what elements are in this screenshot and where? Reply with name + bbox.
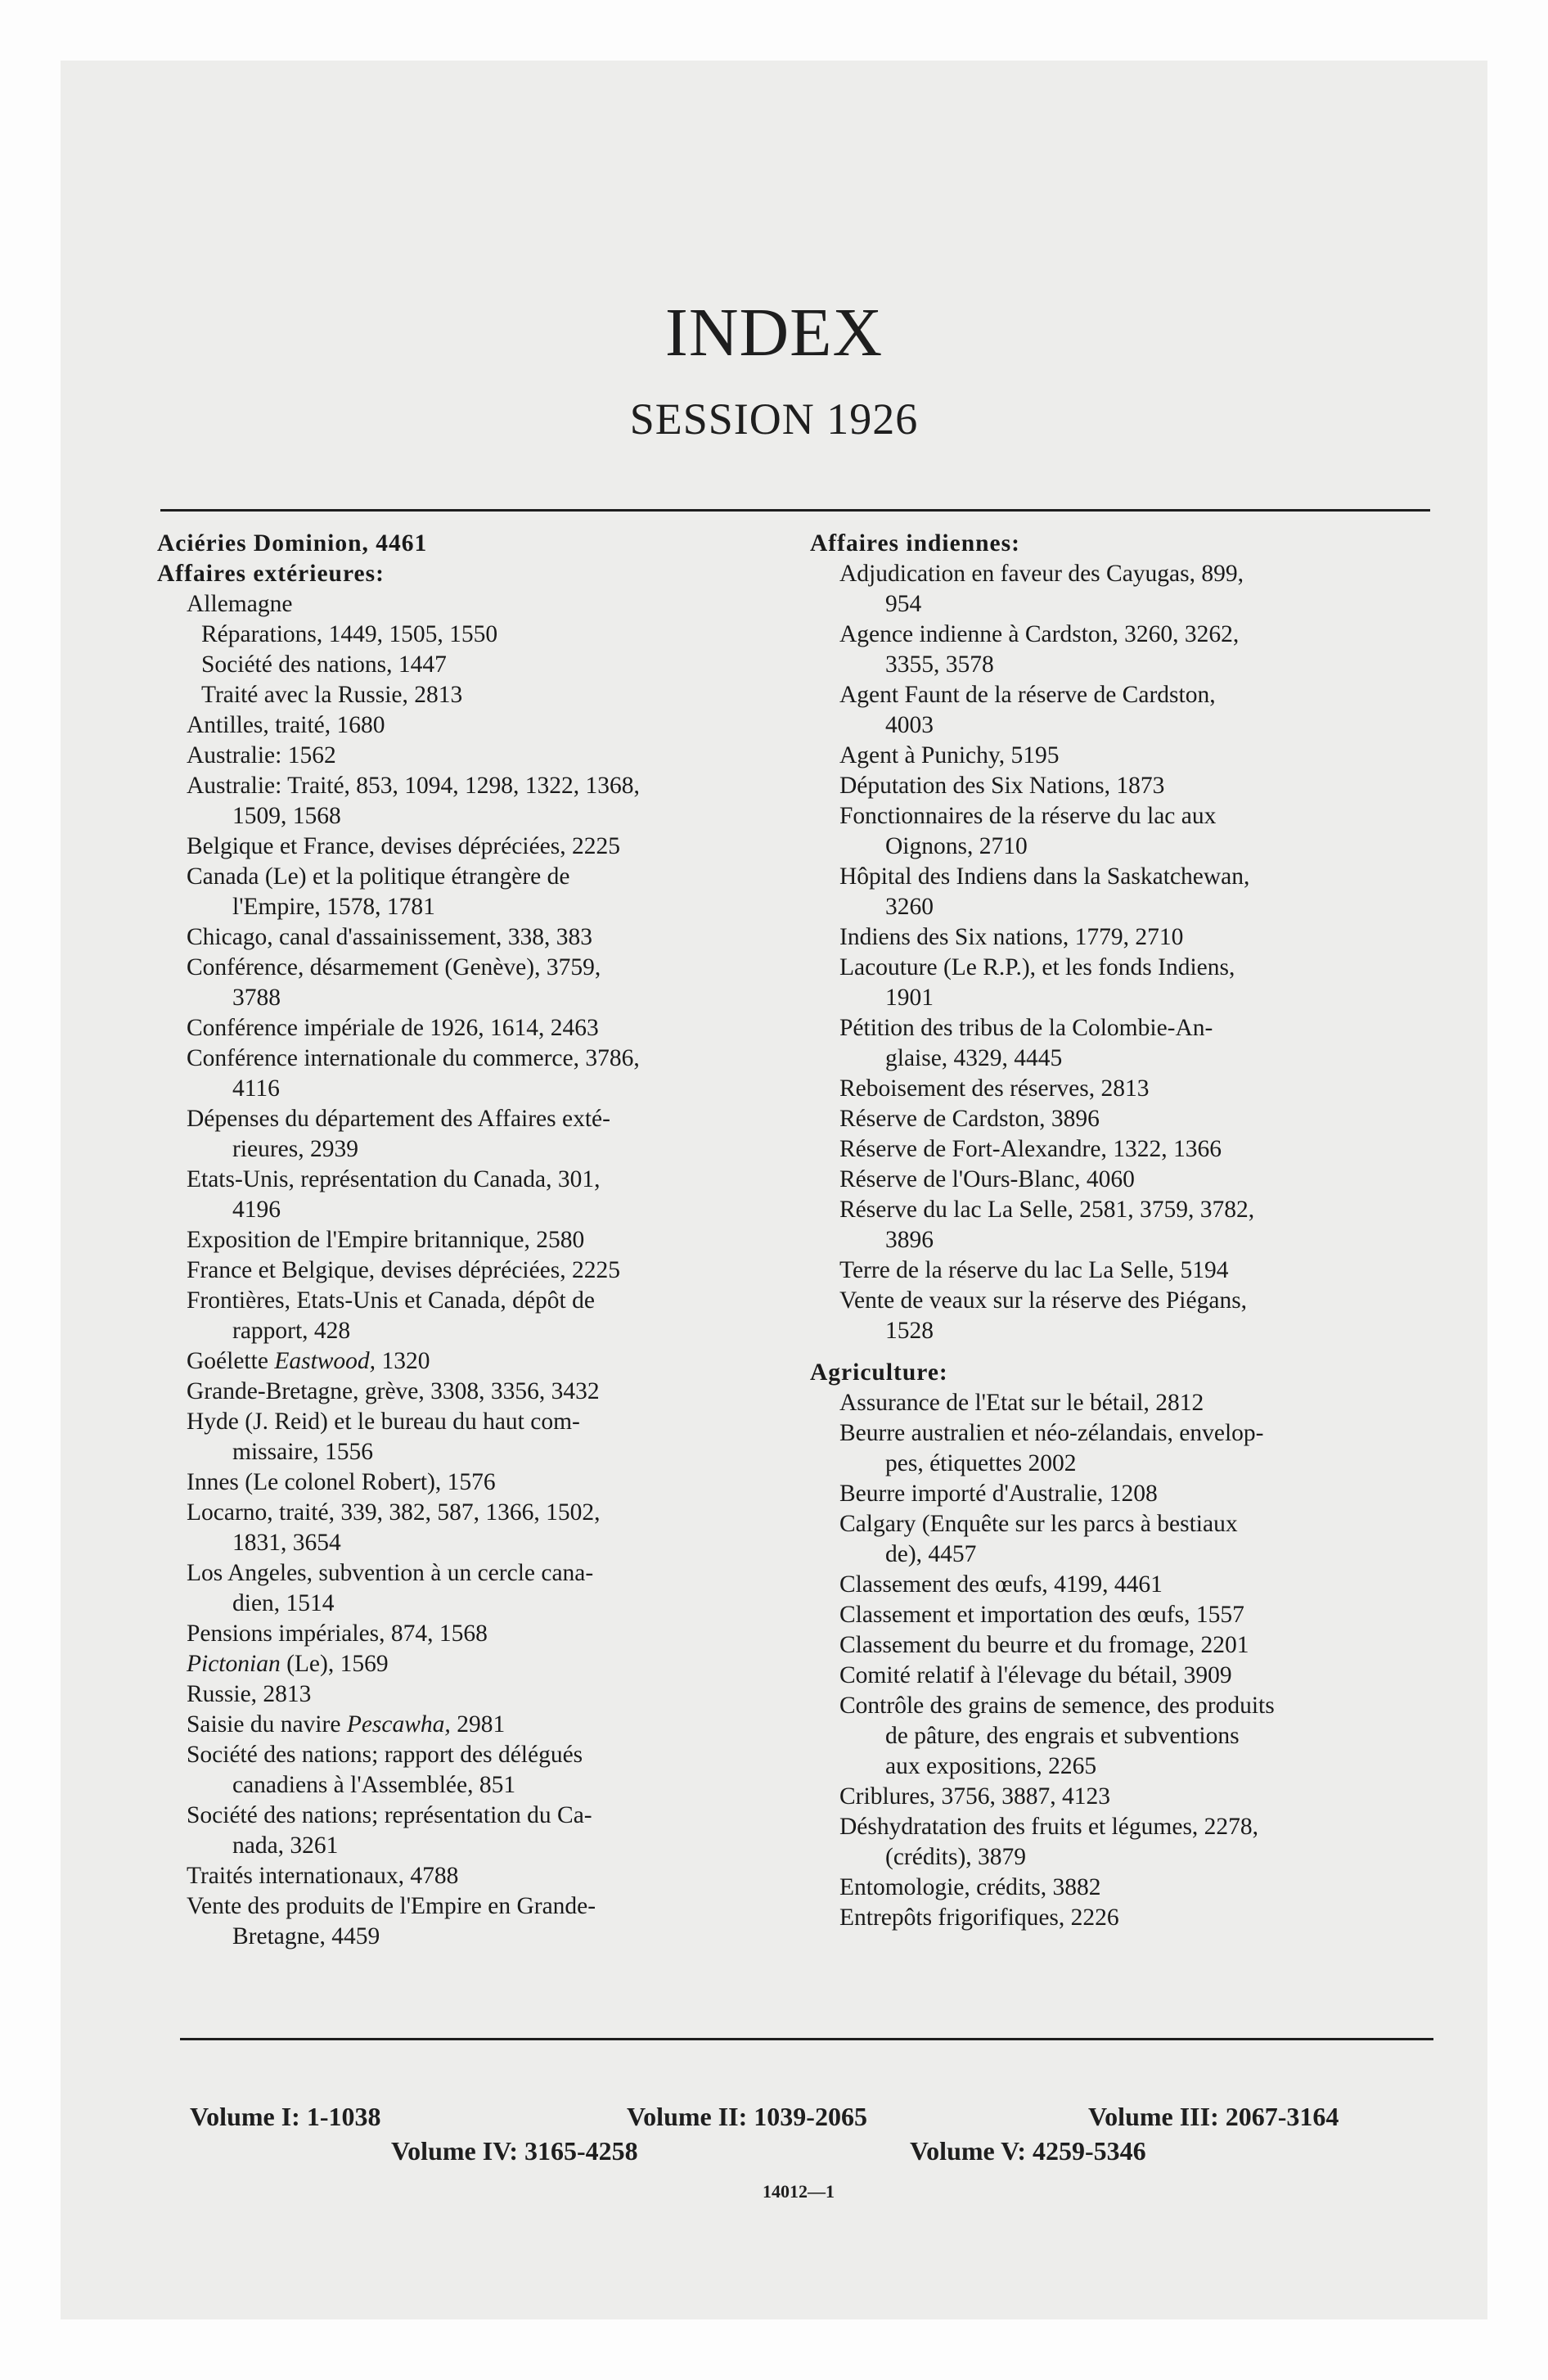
index-entry xyxy=(157,1437,787,1467)
entry-page-refs: (Le), 1569 xyxy=(280,1651,389,1677)
bottom-divider xyxy=(180,2038,1433,2040)
entry-text: Etats-Unis, représentation du Canada, 301, xyxy=(187,1166,601,1192)
entry-text: Entrepôts frigorifiques, 2226 xyxy=(839,1904,1119,1931)
entry-text: Société des nations; rapport des délégués xyxy=(187,1742,583,1768)
index-heading xyxy=(157,559,787,589)
index-entry xyxy=(157,953,787,983)
entry-text: Conférence, désarmement (Genève), 3759, xyxy=(187,954,601,980)
index-entry xyxy=(810,1134,1433,1165)
entry-text: Vente des produits de l'Empire en Grande- xyxy=(187,1893,596,1919)
entry-text: 4116 xyxy=(232,1075,280,1102)
entry-page-refs: 2981 xyxy=(450,1711,506,1738)
index-entry xyxy=(810,1044,1433,1074)
entry-text: rapport, 428 xyxy=(232,1318,351,1344)
entry-text: Grande-Bretagne, grève, 3308, 3356, 3432 xyxy=(187,1378,600,1404)
entry-text: Vente de veaux sur la réserve des Piégans, xyxy=(839,1287,1248,1314)
entry-text: Agent à Punichy, 5195 xyxy=(839,742,1060,769)
index-entry xyxy=(810,1165,1433,1195)
entry-text: nada, 3261 xyxy=(232,1832,339,1859)
entry-text: Saisie du navire xyxy=(187,1711,347,1738)
entry-text: Fonctionnaires de la réserve du lac aux xyxy=(839,803,1217,829)
index-entry xyxy=(810,1316,1433,1346)
entry-text: 3355, 3578 xyxy=(885,651,994,678)
entry-text: Déshydratation des fruits et légumes, 2278, xyxy=(839,1814,1259,1840)
index-entry xyxy=(810,953,1433,983)
entry-text: Affaires extérieures: xyxy=(157,561,385,587)
index-entry xyxy=(157,1195,787,1225)
index-entry xyxy=(810,862,1433,892)
entry-text: Criblures, 3756, 3887, 4123 xyxy=(839,1783,1111,1810)
session-subtitle: SESSION 1926 xyxy=(629,394,919,444)
volume-2-range: Volume II: 1039-2065 xyxy=(627,2102,867,2131)
entry-text: Los Angeles, subvention à un cercle cana- xyxy=(187,1560,594,1586)
top-divider xyxy=(160,509,1430,512)
entry-text: Reboisement des réserves, 2813 xyxy=(839,1075,1150,1102)
index-entry xyxy=(157,1831,787,1861)
entry-text: Traité avec la Russie, 2813 xyxy=(201,682,463,708)
entry-text: Oignons, 2710 xyxy=(885,833,1028,859)
index-entry xyxy=(157,1891,787,1922)
entry-text: Russie, 2813 xyxy=(187,1681,312,1707)
index-heading xyxy=(157,529,787,559)
entry-text: Indiens des Six nations, 1779, 2710 xyxy=(839,924,1184,950)
entry-text: 3896 xyxy=(885,1227,934,1253)
index-entry xyxy=(810,1104,1433,1134)
entry-text: 1831, 3654 xyxy=(232,1530,341,1556)
index-entry xyxy=(810,1751,1433,1782)
entry-text: Calgary (Enquête sur les parcs à bestiaux xyxy=(839,1511,1238,1537)
entry-text: Affaires indiennes: xyxy=(810,530,1020,557)
index-entry xyxy=(810,1691,1433,1721)
entry-text: Hôpital des Indiens dans la Saskatchewan, xyxy=(839,863,1250,890)
entry-text: Exposition de l'Empire britannique, 2580 xyxy=(187,1227,585,1253)
entry-text: 1528 xyxy=(885,1318,934,1344)
index-entry xyxy=(810,832,1433,862)
index-entry xyxy=(157,680,787,710)
index-entry xyxy=(157,1377,787,1407)
entry-text: canadiens à l'Assemblée, 851 xyxy=(232,1772,516,1798)
section-gap xyxy=(810,1346,1433,1358)
entry-text: 3788 xyxy=(232,985,281,1011)
entry-text: dien, 1514 xyxy=(232,1590,335,1616)
entry-text: Entomologie, crédits, 3882 xyxy=(839,1874,1101,1900)
index-entry xyxy=(157,1013,787,1044)
entry-text: 4196 xyxy=(232,1197,281,1223)
index-entry xyxy=(810,710,1433,741)
page-code: 14012—1 xyxy=(763,2181,835,2202)
index-entry xyxy=(157,1498,787,1528)
entry-text: Société des nations; représentation du Ca- xyxy=(187,1802,592,1828)
index-entry xyxy=(810,620,1433,650)
entry-text: Réserve du lac La Selle, 2581, 3759, 3782, xyxy=(839,1197,1255,1223)
entry-text: Comité relatif à l'élevage du bétail, 3909 xyxy=(839,1662,1232,1688)
index-entry xyxy=(157,1255,787,1286)
entry-text: Société des nations, 1447 xyxy=(201,651,447,678)
entry-text: Classement et importation des œufs, 1557 xyxy=(839,1602,1244,1628)
entry-text: Réparations, 1449, 1505, 1550 xyxy=(201,621,498,647)
index-entry xyxy=(157,1861,787,1891)
entry-text: Contrôle des grains de semence, des produits xyxy=(839,1693,1275,1719)
index-entry xyxy=(810,892,1433,922)
entry-text: Australie: Traité, 853, 1094, 1298, 1322, 1368, xyxy=(187,773,640,799)
entry-text: Australie: 1562 xyxy=(187,742,336,769)
entry-text: Goélette xyxy=(187,1348,275,1374)
entry-text: Beurre australien et néo-zélandais, envelop- xyxy=(839,1420,1264,1446)
entry-text: 4003 xyxy=(885,712,934,738)
entry-text: Hyde (J. Reid) et le bureau du haut com- xyxy=(187,1409,580,1435)
page-title: INDEX xyxy=(664,295,884,371)
entry-text: 1509, 1568 xyxy=(232,803,341,829)
index-entry xyxy=(157,832,787,862)
entry-text: Allemagne xyxy=(187,591,293,617)
index-entry xyxy=(810,801,1433,832)
index-entry xyxy=(157,1740,787,1770)
entry-text: Pensions impériales, 874, 1568 xyxy=(187,1620,488,1647)
index-entry xyxy=(810,983,1433,1013)
index-entry xyxy=(157,1558,787,1589)
entry-page-refs: 1320 xyxy=(376,1348,430,1374)
index-entry xyxy=(810,1286,1433,1316)
index-entry xyxy=(810,771,1433,801)
volume-5-range: Volume V: 4259-5346 xyxy=(910,2136,1146,2166)
index-entry xyxy=(157,1528,787,1558)
index-entry xyxy=(810,1903,1433,1933)
entry-text: rieures, 2939 xyxy=(232,1136,359,1162)
entry-text: Réserve de l'Ours-Blanc, 4060 xyxy=(839,1166,1135,1192)
volume-1-range: Volume I: 1-1038 xyxy=(190,2102,381,2131)
entry-text: Assurance de l'Etat sur le bétail, 2812 xyxy=(839,1390,1204,1416)
index-entry xyxy=(810,650,1433,680)
index-entry xyxy=(157,1104,787,1134)
volume-3-range: Volume III: 2067-3164 xyxy=(1088,2102,1339,2131)
entry-text: pes, étiquettes 2002 xyxy=(885,1450,1077,1476)
index-entry xyxy=(157,1134,787,1165)
right-index-column xyxy=(810,529,1433,1933)
index-entry xyxy=(157,1316,787,1346)
entry-text: Aciéries Dominion, 4461 xyxy=(157,530,428,557)
entry-text: Chicago, canal d'assainissement, 338, 383 xyxy=(187,924,593,950)
index-entry xyxy=(157,922,787,953)
entry-text: Dépenses du département des Affaires exté- xyxy=(187,1106,610,1132)
index-entry xyxy=(157,1407,787,1437)
index-entry xyxy=(157,801,787,832)
index-entry xyxy=(157,1770,787,1801)
entry-text: Belgique et France, devises dépréciées, 2225 xyxy=(187,833,620,859)
index-entry xyxy=(157,1286,787,1316)
entry-text: Traités internationaux, 4788 xyxy=(187,1863,459,1889)
entry-text: France et Belgique, devises dépréciées, 2225 xyxy=(187,1257,620,1283)
entry-text: 954 xyxy=(885,591,922,617)
entry-text: Agent Faunt de la réserve de Cardston, xyxy=(839,682,1216,708)
entry-italic-text: Pescawha, xyxy=(346,1711,451,1738)
index-entry xyxy=(157,1679,787,1710)
entry-text: 3260 xyxy=(885,894,934,920)
index-entry xyxy=(157,983,787,1013)
entry-text: Bretagne, 4459 xyxy=(232,1923,380,1950)
index-heading xyxy=(810,1358,1433,1388)
index-entry xyxy=(157,741,787,771)
entry-text: 1901 xyxy=(885,985,934,1011)
index-heading xyxy=(810,529,1433,559)
index-entry xyxy=(157,710,787,741)
index-entry xyxy=(810,1539,1433,1570)
entry-text: Classement des œufs, 4199, 4461 xyxy=(839,1571,1163,1598)
entry-text: Classement du beurre et du fromage, 2201 xyxy=(839,1632,1249,1658)
index-entry xyxy=(810,1255,1433,1286)
entry-text: Locarno, traité, 339, 382, 587, 1366, 1502, xyxy=(187,1499,601,1526)
index-entry xyxy=(810,1074,1433,1104)
entry-text: Députation des Six Nations, 1873 xyxy=(839,773,1165,799)
left-index-column xyxy=(157,529,787,1952)
index-entry xyxy=(157,650,787,680)
index-entry xyxy=(157,1346,787,1377)
entry-text: (crédits), 3879 xyxy=(885,1844,1027,1870)
entry-text: Conférence internationale du commerce, 3786, xyxy=(187,1045,640,1071)
entry-text: l'Empire, 1578, 1781 xyxy=(232,894,435,920)
index-entry xyxy=(810,1449,1433,1479)
entry-text: de), 4457 xyxy=(885,1541,977,1567)
entry-text: missaire, 1556 xyxy=(232,1439,374,1465)
index-entry xyxy=(810,922,1433,953)
entry-text: Terre de la réserve du lac La Selle, 5194 xyxy=(839,1257,1229,1283)
index-entry xyxy=(810,680,1433,710)
entry-text: Adjudication en faveur des Cayugas, 899, xyxy=(839,561,1244,587)
entry-text: Beurre importé d'Australie, 1208 xyxy=(839,1481,1158,1507)
index-entry xyxy=(157,1074,787,1104)
index-entry xyxy=(157,1467,787,1498)
entry-text: aux expositions, 2265 xyxy=(885,1753,1097,1779)
entry-text: Antilles, traité, 1680 xyxy=(187,712,385,738)
index-entry xyxy=(810,1570,1433,1600)
index-entry xyxy=(157,1801,787,1831)
index-entry xyxy=(810,1630,1433,1661)
index-entry xyxy=(157,771,787,801)
entry-text: Canada (Le) et la politique étrangère de xyxy=(187,863,570,890)
entry-text: glaise, 4329, 4445 xyxy=(885,1045,1063,1071)
entry-text: Frontières, Etats-Unis et Canada, dépôt de xyxy=(187,1287,595,1314)
index-entry xyxy=(157,1589,787,1619)
index-entry xyxy=(810,1195,1433,1225)
index-entry xyxy=(157,620,787,650)
index-entry xyxy=(157,1922,787,1952)
index-entry xyxy=(157,589,787,620)
index-entry xyxy=(157,892,787,922)
index-entry xyxy=(810,1509,1433,1539)
index-entry xyxy=(810,559,1433,589)
index-entry xyxy=(810,1873,1433,1903)
index-entry xyxy=(810,589,1433,620)
index-entry xyxy=(810,1418,1433,1449)
index-entry xyxy=(157,862,787,892)
entry-text: Agence indienne à Cardston, 3260, 3262, xyxy=(839,621,1240,647)
index-entry xyxy=(810,1479,1433,1509)
index-entry xyxy=(810,1600,1433,1630)
entry-text: de pâture, des engrais et subventions xyxy=(885,1723,1240,1749)
index-entry xyxy=(157,1710,787,1740)
entry-text: Réserve de Cardston, 3896 xyxy=(839,1106,1100,1132)
entry-text: Réserve de Fort-Alexandre, 1322, 1366 xyxy=(839,1136,1222,1162)
index-entry xyxy=(810,1721,1433,1751)
index-entry xyxy=(157,1044,787,1074)
entry-text: Conférence impériale de 1926, 1614, 2463 xyxy=(187,1015,599,1041)
index-entry xyxy=(810,1388,1433,1418)
index-entry xyxy=(810,1812,1433,1842)
volume-4-range: Volume IV: 3165-4258 xyxy=(391,2136,638,2166)
index-entry xyxy=(810,1225,1433,1255)
entry-text: Lacouture (Le R.P.), et les fonds Indiens, xyxy=(839,954,1235,980)
index-entry xyxy=(157,1649,787,1679)
entry-italic-text: Pictonian xyxy=(187,1651,281,1677)
index-entry xyxy=(810,741,1433,771)
index-entry xyxy=(810,1013,1433,1044)
index-entry xyxy=(157,1225,787,1255)
entry-text: Agriculture: xyxy=(810,1359,948,1386)
index-entry xyxy=(810,1661,1433,1691)
entry-italic-text: Eastwood, xyxy=(274,1348,376,1374)
index-entry xyxy=(810,1782,1433,1812)
index-entry xyxy=(810,1842,1433,1873)
entry-text: Pétition des tribus de la Colombie-An- xyxy=(839,1015,1213,1041)
index-entry xyxy=(157,1165,787,1195)
entry-text: Innes (Le colonel Robert), 1576 xyxy=(187,1469,496,1495)
index-entry xyxy=(157,1619,787,1649)
